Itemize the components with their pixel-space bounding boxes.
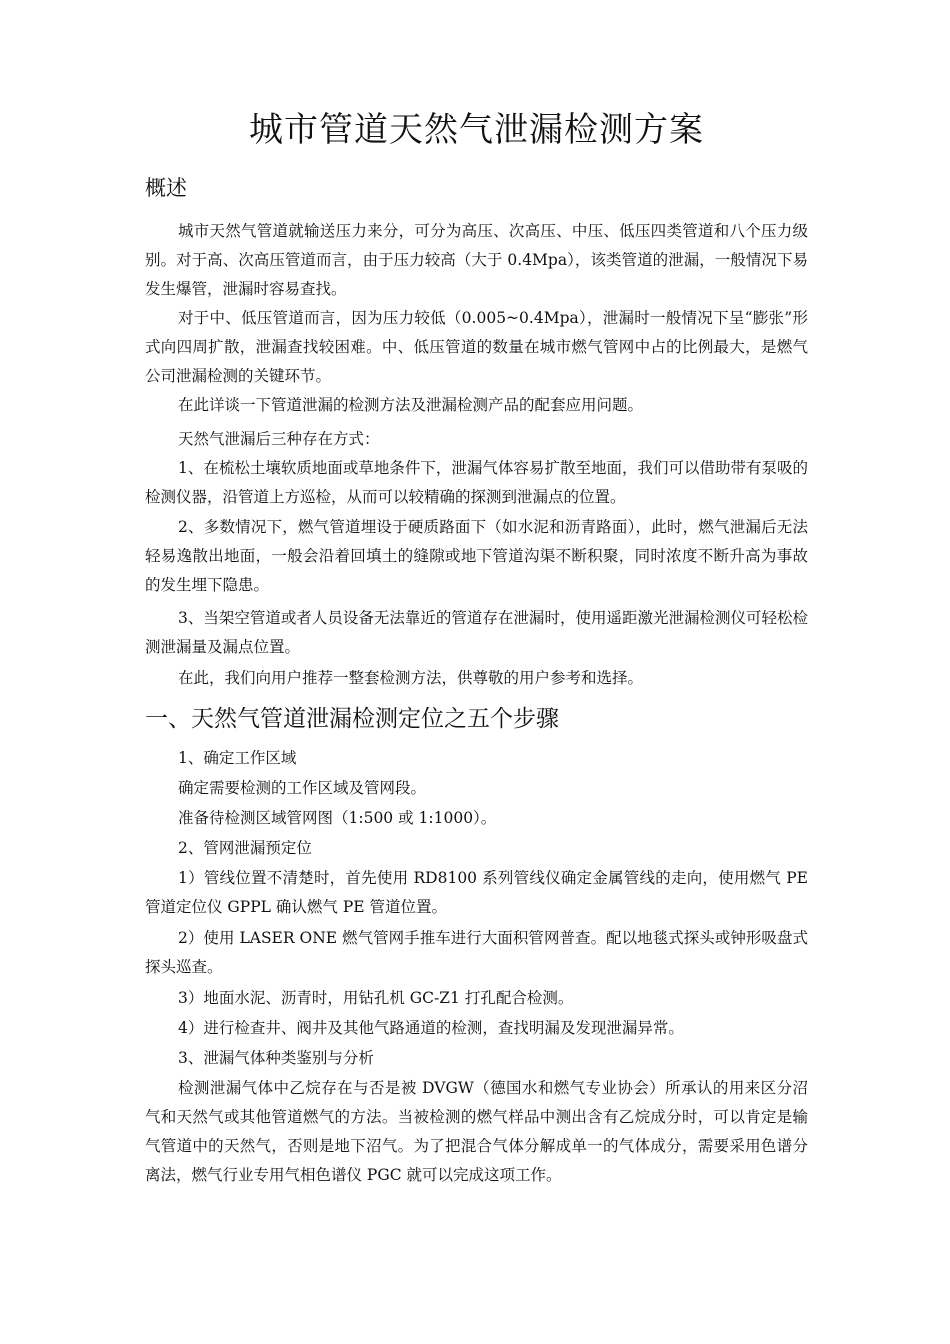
document-title: 城市管道天然气泄漏检测方案 [249,110,704,150]
section1-heading: 一、天然气管道泄漏检测定位之五个步骤 [145,706,559,732]
section1-paragraph-6: 2）使用 LASER ONE 燃气管网手推车进行大面积管网普查。配以地毯式探头或钟形吸盘式探头巡查。 [145,929,808,976]
overview-paragraph-7: 3、当架空管道或者人员设备无法靠近的管道存在泄漏时，使用遥距激光泄漏检测仪可轻松检测泄漏量及漏点位置。 [145,609,808,656]
section1-paragraph-2: 确定需要检测的工作区域及管网段。 [178,779,427,797]
overview-paragraph-6: 2、多数情况下，燃气管道埋设于硬质路面下（如水泥和沥青路面），此时，燃气泄漏后无法轻易逸散出地面，一般会沿着回填土的缝隙或地下管道沟渠不断积聚，同时浓度不断升高为事故的发生埋下隐患。 [145,518,808,594]
section1-paragraph-5: 1）管线位置不清楚时，首先使用 RD8100 系列管线仪确定金属管线的走向，使用燃气 PE 管道定位仪 GPPL 确认燃气 PE 管道位置。 [145,869,808,916]
section1-paragraph-9: 3、泄漏气体种类鉴别与分析 [178,1049,374,1067]
section1-paragraph-8: 4）进行检查井、阀井及其他气路通道的检测，查找明漏及发现泄漏异常。 [178,1019,684,1037]
overview-paragraph-1: 城市天然气管道就输送压力来分，可分为高压、次高压、中压、低压四类管道和八个压力级别。对于高、次高压管道而言，由于压力较高（大于 0.4Mpa），该类管道的泄漏，一般情况下易发生爆管，泄漏时容易查找。 [145,222,808,298]
section1-paragraph-7: 3）地面水泥、沥青时，用钻孔机 GC-Z1 打孔配合检测。 [178,989,574,1007]
section1-paragraph-1: 1、确定工作区域 [178,749,297,767]
overview-heading: 概述 [145,176,187,200]
overview-paragraph-8: 在此，我们向用户推荐一整套检测方法，供尊敬的用户参考和选择。 [178,669,644,687]
section1-paragraph-10: 检测泄漏气体中乙烷存在与否是被 DVGW（德国水和燃气专业协会）所承认的用来区分沼气和天然气或其他管道燃气的方法。当被检测的燃气样品中测出含有乙烷成分时，可以肯定是输气管道中的天然气，否则是地下沼气。为了把混合气体分解成单一的气体成分，需要采用色谱分离法，燃气行业专用气相色谱仪 PGC 就可以完成这项工作。 [145,1079,808,1184]
overview-paragraph-5: 1、在梳松土壤软质地面或草地条件下，泄漏气体容易扩散至地面，我们可以借助带有泵吸的检测仪器，沿管道上方巡检，从而可以较精确的探测到泄漏点的位置。 [145,459,808,506]
overview-paragraph-3: 在此详谈一下管道泄漏的检测方法及泄漏检测产品的配套应用问题。 [178,396,644,414]
overview-paragraph-4: 天然气泄漏后三种存在方式： [178,430,380,448]
section1-paragraph-3: 准备待检测区域管网图（1:500 或 1:1000）。 [178,809,497,827]
section1-paragraph-4: 2、管网泄漏预定位 [178,839,312,857]
overview-paragraph-2: 对于中、低压管道而言，因为压力较低（0.005~0.4Mpa），泄漏时一般情况下呈“膨张”形式向四周扩散，泄漏查找较困难。中、低压管道的数量在城市燃气管网中占的比例最大，是燃气公司泄漏检测的关键环节。 [145,309,808,385]
